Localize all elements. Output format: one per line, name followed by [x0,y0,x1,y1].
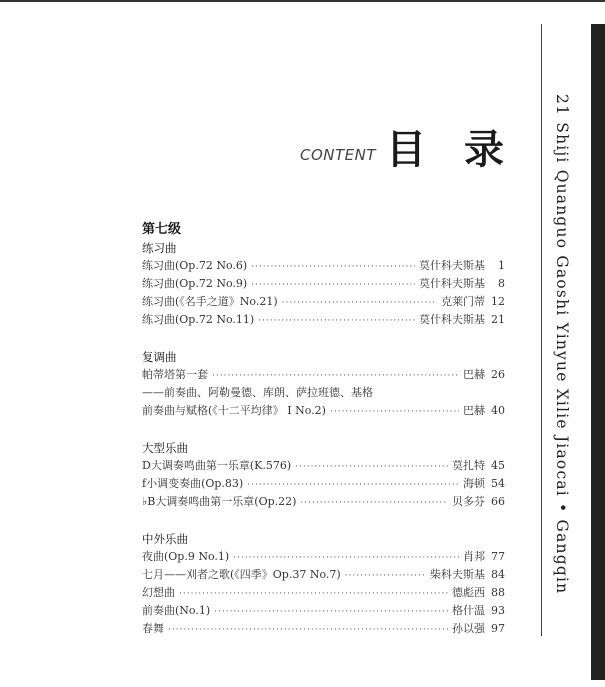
entry-title: 春舞 [142,622,164,635]
entry-author: 莫什科夫斯基 [419,259,485,272]
entry-title: 帕蒂塔第一套 [142,368,208,381]
dot-leader [168,621,448,639]
entry-author: 莫什科夫斯基 [419,277,485,290]
entry-author: 莫扎特 [452,459,485,472]
dot-leader [295,458,448,476]
top-rule [0,0,605,2]
toc-entry[interactable] [142,493,505,511]
dot-leader [251,258,415,276]
entry-author: 德彪西 [452,586,485,599]
level-heading: 第七级 [142,222,182,237]
content-word: CONTENT [300,146,377,164]
entry-title: 夜曲(Op.9 No.1) [142,550,230,563]
toc-entry[interactable] [142,548,505,566]
section-title-large-works: 大型乐曲 [142,441,188,455]
dot-leader [212,367,459,385]
entry-page: 26 [491,368,505,381]
entry-author: 贝多芬 [452,495,485,508]
entry-page: 1 [498,259,505,272]
dot-leader [330,403,459,421]
entry-author: 巴赫 [463,368,485,381]
entry-author: 肖邦 [463,550,485,563]
toc-entry[interactable] [142,584,505,602]
table-of-contents [142,221,505,638]
entry-page: 40 [491,404,505,417]
dot-leader [214,603,448,621]
section-title-chinese-foreign: 中外乐曲 [142,532,188,546]
entry-title: 练习曲(《名手之道》No.21) [142,295,278,308]
toc-entry[interactable] [142,620,505,638]
toc-entry[interactable] [142,275,505,293]
entry-page: 8 [498,277,505,290]
entry-title: f小调变奏曲(Op.83) [142,477,244,490]
toc-entry[interactable] [142,402,505,420]
entry-author: 克莱门蒂 [441,295,485,308]
entry-author: 柴科夫斯基 [430,568,485,581]
entry-title: ♭B大调奏鸣曲第一乐章(Op.22) [142,495,297,508]
toc-entry[interactable] [142,257,505,275]
dot-leader [258,312,415,330]
section-title-etudes: 练习曲 [142,241,177,255]
section-gap [142,420,505,439]
entry-page: 88 [491,586,505,599]
title-char-lu: 录 [464,127,504,173]
entry-author: 格什温 [452,604,485,617]
section-gap [142,511,505,530]
entry-page: 54 [491,477,505,490]
dot-leader [179,585,448,603]
right-edge-bar [591,24,605,680]
toc-entry[interactable] [142,366,505,384]
entry-author: 孙以强 [452,622,485,635]
entry-page: 84 [491,568,505,581]
dot-leader [233,549,459,567]
right-divider [541,24,542,636]
entry-title: 七月——刈者之歌(《四季》Op.37 No.7) [142,568,341,581]
title-char-mu: 目 [386,127,426,173]
dot-leader [251,276,415,294]
entry-page: 66 [491,495,505,508]
section-title-polyphony: 复调曲 [142,350,177,364]
entry-author: 巴赫 [463,404,485,417]
dot-leader [300,494,448,512]
entry-page: 77 [491,550,505,563]
entry-title: D大调奏鸣曲第一乐章(K.576) [142,459,292,472]
entry-page: 93 [491,604,505,617]
entry-title: 练习曲(Op.72 No.11) [142,313,255,326]
dot-leader [247,476,459,494]
entry-page: 12 [491,295,505,308]
toc-entry[interactable] [142,566,505,584]
toc-entry[interactable] [142,457,505,475]
entry-title: 练习曲(Op.72 No.6) [142,259,248,272]
entry-title: 幻想曲 [142,586,175,599]
dot-leader [282,294,437,312]
spine-series-title: 21 Shiji Quanguo Gaoshi Yinyue Xilie Jiaocai • Gangqin [553,94,571,595]
entry-page: 45 [491,459,505,472]
toc-entry[interactable] [142,602,505,620]
toc-entry[interactable] [142,311,505,329]
toc-header [290,118,520,178]
entry-title: 前奏曲与赋格(《十二平均律》 I No.2) [142,404,326,417]
toc-entry[interactable] [142,475,505,493]
entry-page: 97 [491,622,505,635]
entry-author: 莫什科夫斯基 [419,313,485,326]
section-gap [142,329,505,348]
entry-title: 练习曲(Op.72 No.9) [142,277,248,290]
entry-page: 21 [491,313,505,326]
entry-subtitle: ——前奏曲、阿勒曼德、库朗、萨拉班德、基格 [142,386,373,399]
dot-leader [345,567,426,585]
entry-author: 海顿 [463,477,485,490]
entry-title: 前奏曲(No.1) [142,604,211,617]
toc-entry[interactable] [142,293,505,311]
